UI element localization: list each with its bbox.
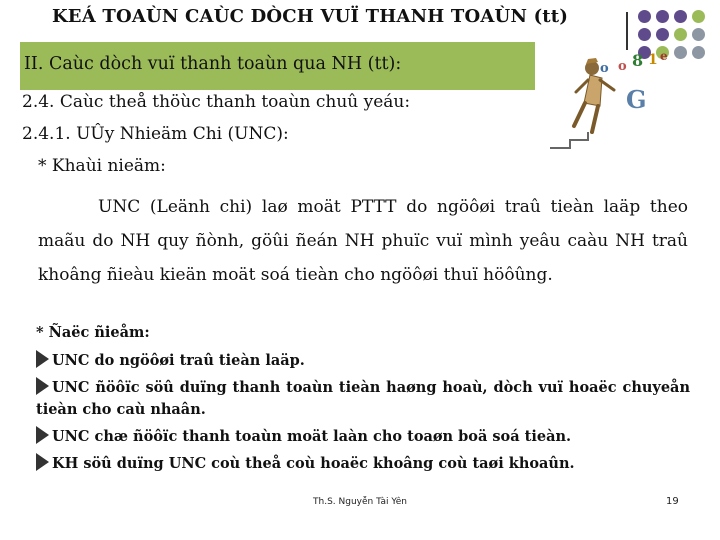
subsection-title: 2.4.1. UÛy Nhieäm Chi (UNC): <box>22 124 289 144</box>
feature-item: UNC do ngöôøi traû tieàn laäp. <box>36 350 690 372</box>
decorative-dot <box>656 28 669 41</box>
decorative-dot <box>674 28 687 41</box>
illustration-letter: o <box>618 59 627 74</box>
title-divider <box>626 12 628 50</box>
feature-item: UNC chæ ñöôïc thanh toaùn moät laàn cho toaøn boä soá tieàn. <box>36 426 690 448</box>
decorative-dot <box>692 10 705 23</box>
feature-item: KH söû duïng UNC coù theå coù hoaëc khoâng coù taøi khoaûn. <box>36 453 690 475</box>
feature-item: UNC ñöôïc söû duïng thanh toaùn tieàn haøng hoaù, dòch vuï hoaëc chuyeån tieàn cho caù nhaân. <box>36 379 690 418</box>
arrow-bullet-icon <box>36 426 49 444</box>
page-number: 19 <box>666 496 679 507</box>
arrow-bullet-icon <box>36 350 49 368</box>
subsection-line: 2.4. Caùc theå thöùc thanh toaùn chuû yeáu: <box>22 92 411 112</box>
illustration-letter: 8 <box>632 51 644 70</box>
illustration-letter: e <box>660 49 668 63</box>
illustration-letter: G <box>626 85 647 114</box>
slide-title: KEÁ TOAÙN CAÙC DÒCH VUÏ THANH TOAÙN (tt) <box>51 6 569 27</box>
climbing-man-illustration <box>540 48 715 158</box>
footer-author: Th.S. Nguyễn Tài Yên <box>313 497 407 507</box>
decorative-dot <box>638 28 651 41</box>
definition-paragraph: UNC (Leänh chi) laø moät PTTT do ngöôøi traû tieàn laäp theo maãu do NH quy ñònh, göûi ñeán NH phuïc vuï mình yeâu caàu NH traû khoâng ñieàu kieän moät soá tieàn cho ngöôøi thuï höôûng. <box>38 197 688 285</box>
features-heading: * Ñaëc ñieåm: <box>36 324 150 341</box>
decorative-dot <box>638 10 651 23</box>
illustration-letter: o <box>600 61 609 76</box>
section-heading: II. Caùc dòch vuï thanh toaùn qua NH (tt): <box>24 54 402 74</box>
arrow-bullet-icon <box>36 377 49 395</box>
concept-heading: * Khaùi nieäm: <box>38 156 166 176</box>
illustration-letter: 1 <box>648 52 658 68</box>
decorative-dot <box>656 10 669 23</box>
features-list <box>36 350 690 475</box>
decorative-dot <box>674 10 687 23</box>
arrow-bullet-icon <box>36 453 49 471</box>
decorative-dot <box>692 28 705 41</box>
